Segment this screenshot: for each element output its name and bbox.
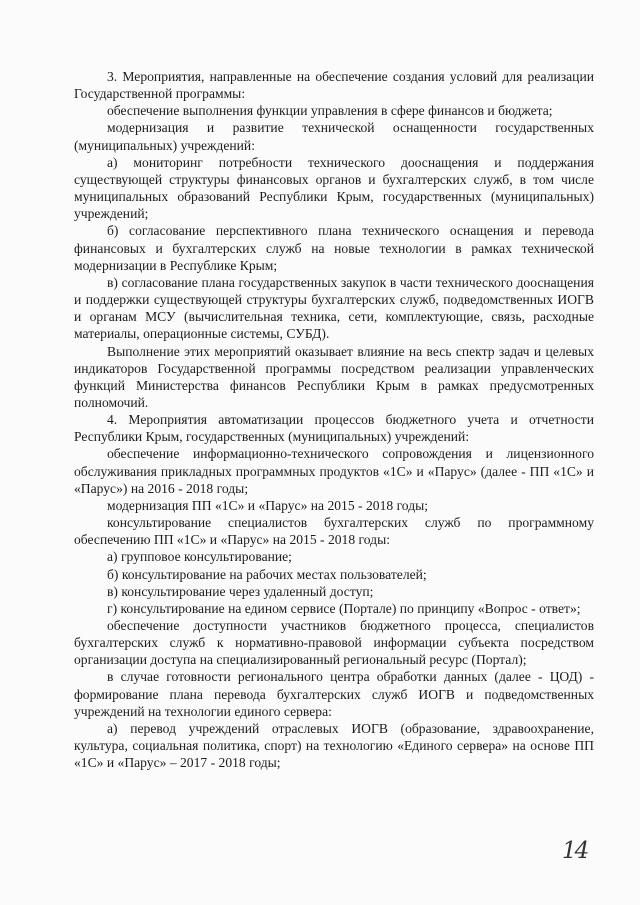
paragraph: обеспечение выполнения функции управления в сфере финансов и бюджета; xyxy=(107,103,553,119)
paragraph-item-g: г) консультирование на едином сервисе (Портале) по принципу «Вопрос - ответ»; xyxy=(107,600,581,616)
paragraph-item-b: б) согласование перспективного плана технического оснащения и перевода финансовых и бухгалтерских служб на новые технологии в рамках технической модернизации в Республике Крым; xyxy=(74,223,594,273)
paragraph-item-a: а) перевод учреждений отраслевых ИОГВ (образование, здравоохранение, культура, социальная политика, спорт) на технологию «Единого сервера» на основе ПП «1С» и «Парус» – 2017 - 2018 годы; xyxy=(74,720,594,771)
paragraph-item-b: б) консультирование на рабочих местах пользователей; xyxy=(107,566,427,582)
handwritten-page-number: 14 xyxy=(562,838,588,864)
paragraph-item-a: а) мониторинг потребности технического дооснащения и поддержания существующей структуры финансовых органов и бухгалтерских служб, в том числе муниципальных образований Республики Крым, государственных (муниципальных) учреждений; xyxy=(74,154,594,222)
document-body xyxy=(74,68,594,771)
paragraph: Выполнение этих мероприятий оказывает влияние на весь спектр задач и целевых индикаторов Государственной программы посредством реализации управленческих функций Министерства финансов Республики Крым в рамках предусмотренных полномочий. xyxy=(74,343,594,410)
paragraph-section-3-heading: 3. Мероприятия, направленные на обеспечение создания условий для реализации Государственной программы: xyxy=(74,69,594,102)
paragraph: консультирование специалистов бухгалтерских служб по программному обеспечению ПП «1С» и «Парус» на 2015 - 2018 годы: xyxy=(74,515,594,548)
paragraph: модернизация и развитие технической оснащенности государственных (муниципальных) учреждений: xyxy=(74,120,594,153)
paragraph-item-a: а) групповое консультирование; xyxy=(107,549,292,565)
paragraph-item-v: в) консультирование через удаленный доступ; xyxy=(107,583,374,599)
paragraph: обеспечение доступности участников бюджетного процесса, специалистов бухгалтерских служб к нормативно-правовой информации субъекта посредством организации доступа на специализированный региональный ресурс (Портал); xyxy=(74,618,594,668)
paragraph: обеспечение информационно-технического сопровождения и лицензионного обслуживания прикладных программных продуктов «1С» и «Парус» (далее - ПП «1С» и «Парус») на 2016 - 2018 годы; xyxy=(74,446,594,496)
paragraph: модернизация ПП «1С» и «Парус» на 2015 - 2018 годы; xyxy=(107,497,429,513)
paragraph: в случае готовности регионального центра обработки данных (далее - ЦОД) - формирование плана перевода бухгалтерских служб ИОГВ и подведомственных учреждений на технологии единого сервера: xyxy=(74,669,594,719)
paragraph-section-4-heading: 4. Мероприятия автоматизации процессов бюджетного учета и отчетности Республики Крым, государственных (муниципальных) учреждений: xyxy=(74,412,594,445)
paragraph-item-v: в) согласование плана государственных закупок в части технического дооснащения и поддержки существующей структуры бухгалтерских служб, подведомственных ИОГВ и органам МСУ (вычислительная техника, сети, комплектующие, связь, расходные материалы, операционные системы, СУБД). xyxy=(74,274,594,342)
